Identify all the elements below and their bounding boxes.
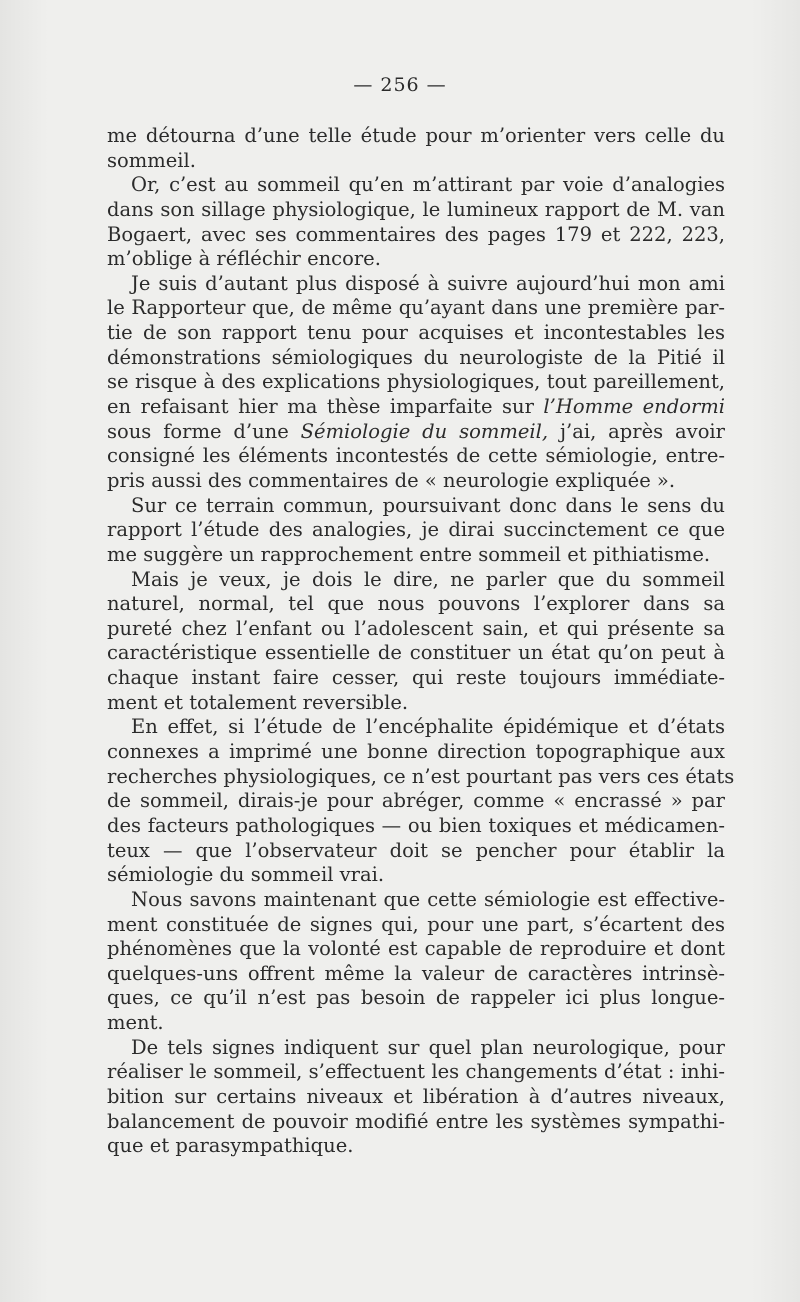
text-line: rapport l’étude des analogies, je dirai succinctement ce que <box>107 518 725 542</box>
text-line: ment. <box>107 1011 164 1035</box>
text-line: Mais je veux, je dois le dire, ne parler que du sommeil <box>131 567 725 591</box>
text-line: Nous savons maintenant que cette sémiologie est effective- <box>131 887 725 911</box>
text-line: de sommeil, dirais-je pour abréger, comme « encrassé » par <box>107 789 725 813</box>
text-line: m’oblige à réfléchir encore. <box>107 247 381 271</box>
text-line: Sur ce terrain commun, poursuivant donc dans le sens du <box>131 493 725 517</box>
text-line: ment et totalement reversible. <box>107 690 409 714</box>
text-line: démonstrations sémiologiques du neurologiste de la Pitié il <box>107 345 725 369</box>
text-line: des facteurs pathologiques — ou bien toxiques et médicamen- <box>107 813 725 837</box>
text-line: tie de son rapport tenu pour acquises et incontestables les <box>107 321 725 345</box>
body-text <box>107 124 735 1159</box>
text-line: me détourna d’une telle étude pour m’orienter vers celle du <box>107 124 725 147</box>
text-line: Bogaert, avec ses commentaires des pages 179 et 222, 223, <box>107 222 725 246</box>
text-line: le Rapporteur que, de même qu’ayant dans une première par- <box>107 296 725 320</box>
text-line: Or, c’est au sommeil qu’en m’attirant par voie d’analogies <box>131 173 725 197</box>
text-line <box>107 420 725 445</box>
text-line: pris aussi des commentaires de « neurologie expliquée ». <box>107 468 676 492</box>
text-line: consigné les éléments incontestés de cette sémiologie, entre- <box>107 444 725 468</box>
text-line: naturel, normal, tel que nous pouvons l’explorer dans sa <box>107 592 725 616</box>
italic-title: Sémiologie du sommeil, <box>300 419 549 443</box>
text-segment: j’ai, après avoir <box>548 419 725 443</box>
text-line: ment constituée de signes qui, pour une part, s’écartent des <box>107 912 725 936</box>
text-line: quelques-uns offrent même la valeur de caractères intrinsè- <box>107 961 725 985</box>
text-line: bition sur certains niveaux et libération à d’autres niveaux, <box>107 1084 725 1108</box>
text-line: caractéristique essentielle de constituer un état qu’on peut à <box>107 641 725 665</box>
text-line: balancement de pouvoir modifié entre les systèmes sympathi- <box>107 1109 725 1133</box>
text-line: Je suis d’autant plus disposé à suivre aujourd’hui mon ami <box>131 271 725 295</box>
text-line: teux — que l’observateur doit se pencher pour établir la <box>107 838 725 862</box>
italic-title: l’Homme endormi <box>543 395 725 419</box>
text-line: ques, ce qu’il n’est pas besoin de rappeler ici plus longue- <box>107 986 725 1010</box>
text-segment: en refaisant hier ma thèse imparfaite sur <box>107 395 544 419</box>
text-line: se risque à des explications physiologiques, tout pareillement, <box>107 370 725 394</box>
text-line: que et parasympathique. <box>107 1134 354 1158</box>
text-line: connexes a imprimé une bonne direction topographique aux <box>107 740 725 764</box>
text-segment: sous forme d’une <box>107 419 301 443</box>
text-line: sémiologie du sommeil vrai. <box>107 863 385 887</box>
text-line: phénomènes que la volonté est capable de reproduire et dont <box>107 937 725 961</box>
text-line: En effet, si l’étude de l’encéphalite épidémique et d’états <box>131 715 725 739</box>
text-line: De tels signes indiquent sur quel plan neurologique, pour <box>131 1035 725 1059</box>
text-line: recherches physiologiques, ce n’est pourtant pas vers ces états <box>107 764 735 788</box>
text-line: dans son sillage physiologique, le lumineux rapport de M. van <box>107 197 725 221</box>
text-line <box>107 395 725 420</box>
text-line: me suggère un rapprochement entre sommeil et pithiatisme. <box>107 542 711 566</box>
text-line: pureté chez l’enfant ou l’adolescent sain, et qui présente sa <box>107 616 725 640</box>
text-line: réaliser le sommeil, s’effectuent les changements d’état : inhi- <box>107 1060 725 1084</box>
text-line: chaque instant faire cesser, qui reste toujours immédiate- <box>107 666 725 690</box>
page-number: — 256 — <box>353 74 447 96</box>
text-line: sommeil. <box>107 148 196 172</box>
